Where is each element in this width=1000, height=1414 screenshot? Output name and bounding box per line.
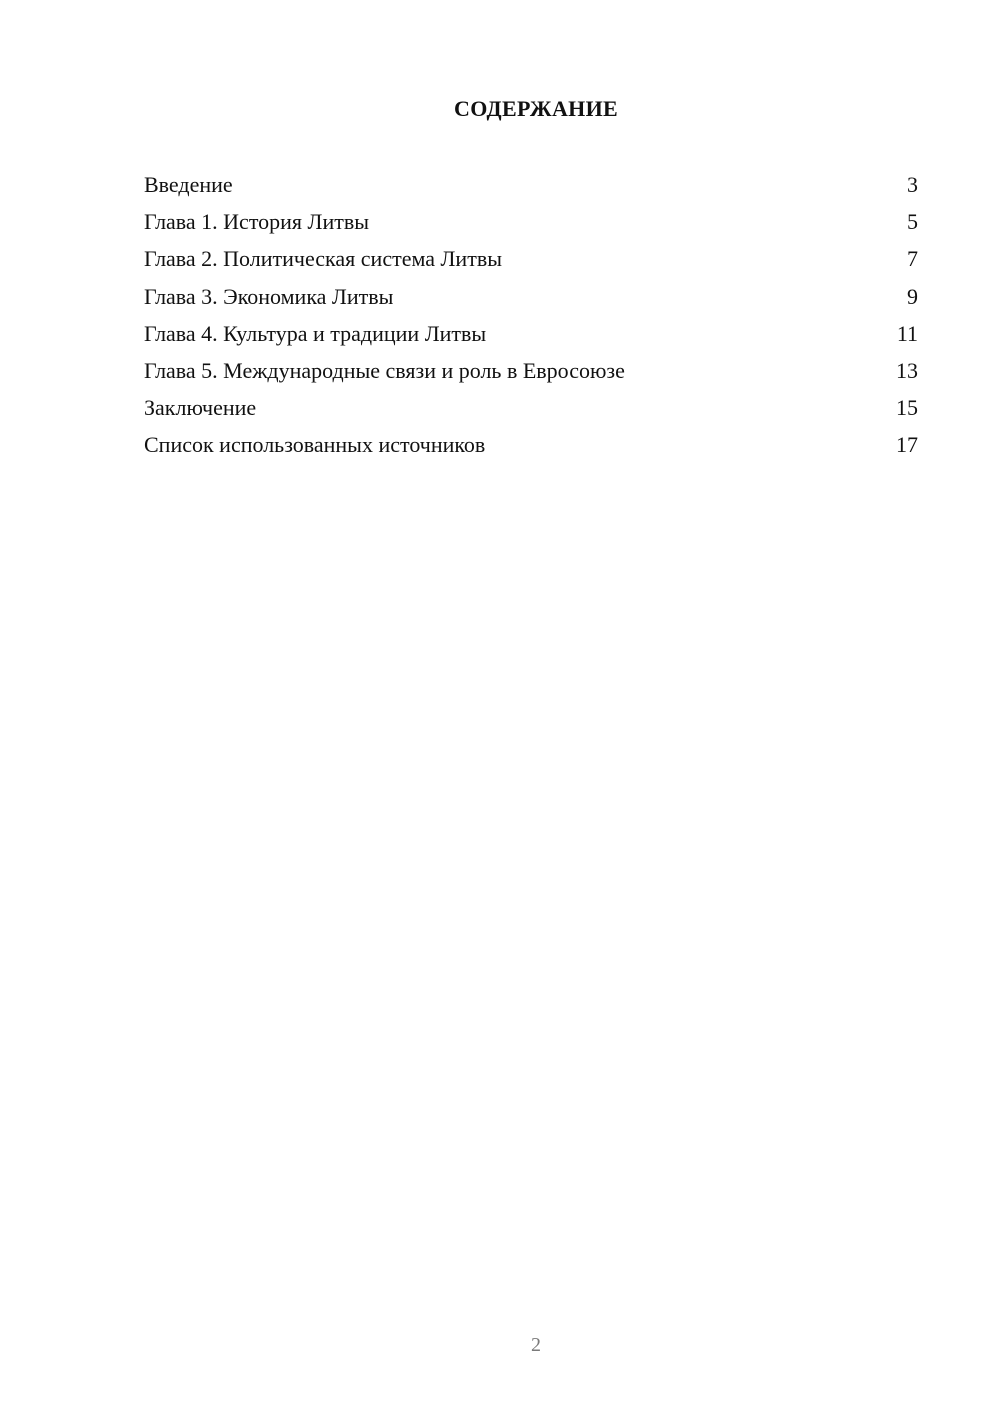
toc-entry bbox=[144, 430, 918, 467]
toc-entry-label: Глава 5. Международные связи и роль в Евросоюзе bbox=[144, 357, 625, 383]
toc-entry bbox=[144, 207, 918, 244]
toc-entry bbox=[144, 282, 918, 319]
toc-entry bbox=[144, 170, 918, 207]
toc-entry-label: Заключение bbox=[144, 395, 257, 421]
table-of-contents bbox=[144, 170, 918, 468]
toc-entry-label: Глава 4. Культура и традиции Литвы bbox=[144, 320, 487, 346]
toc-entry bbox=[144, 393, 918, 430]
toc-entry-page: 3 bbox=[907, 172, 918, 197]
toc-entry-label: Глава 1. История Литвы bbox=[144, 209, 370, 235]
page-title: СОДЕРЖАНИЕ bbox=[454, 96, 618, 121]
toc-entry-label: Глава 3. Экономика Литвы bbox=[144, 283, 394, 309]
toc-entry bbox=[144, 356, 918, 393]
toc-entry bbox=[144, 319, 918, 356]
toc-entry-page: 15 bbox=[896, 395, 918, 421]
page-number: 2 bbox=[531, 1334, 541, 1356]
toc-entry-label: Список использованных источников bbox=[144, 432, 486, 458]
toc-entry-label: Введение bbox=[144, 172, 233, 197]
toc-entry-page: 13 bbox=[896, 357, 918, 383]
toc-entry-page: 5 bbox=[907, 209, 918, 235]
toc-entry bbox=[144, 244, 918, 281]
toc-entry-page: 11 bbox=[896, 320, 918, 346]
toc-entry-page: 7 bbox=[907, 246, 918, 272]
toc-entry-page: 17 bbox=[896, 432, 918, 458]
toc-entry-page: 9 bbox=[907, 283, 918, 309]
toc-entry-label: Глава 2. Политическая система Литвы bbox=[144, 246, 502, 272]
